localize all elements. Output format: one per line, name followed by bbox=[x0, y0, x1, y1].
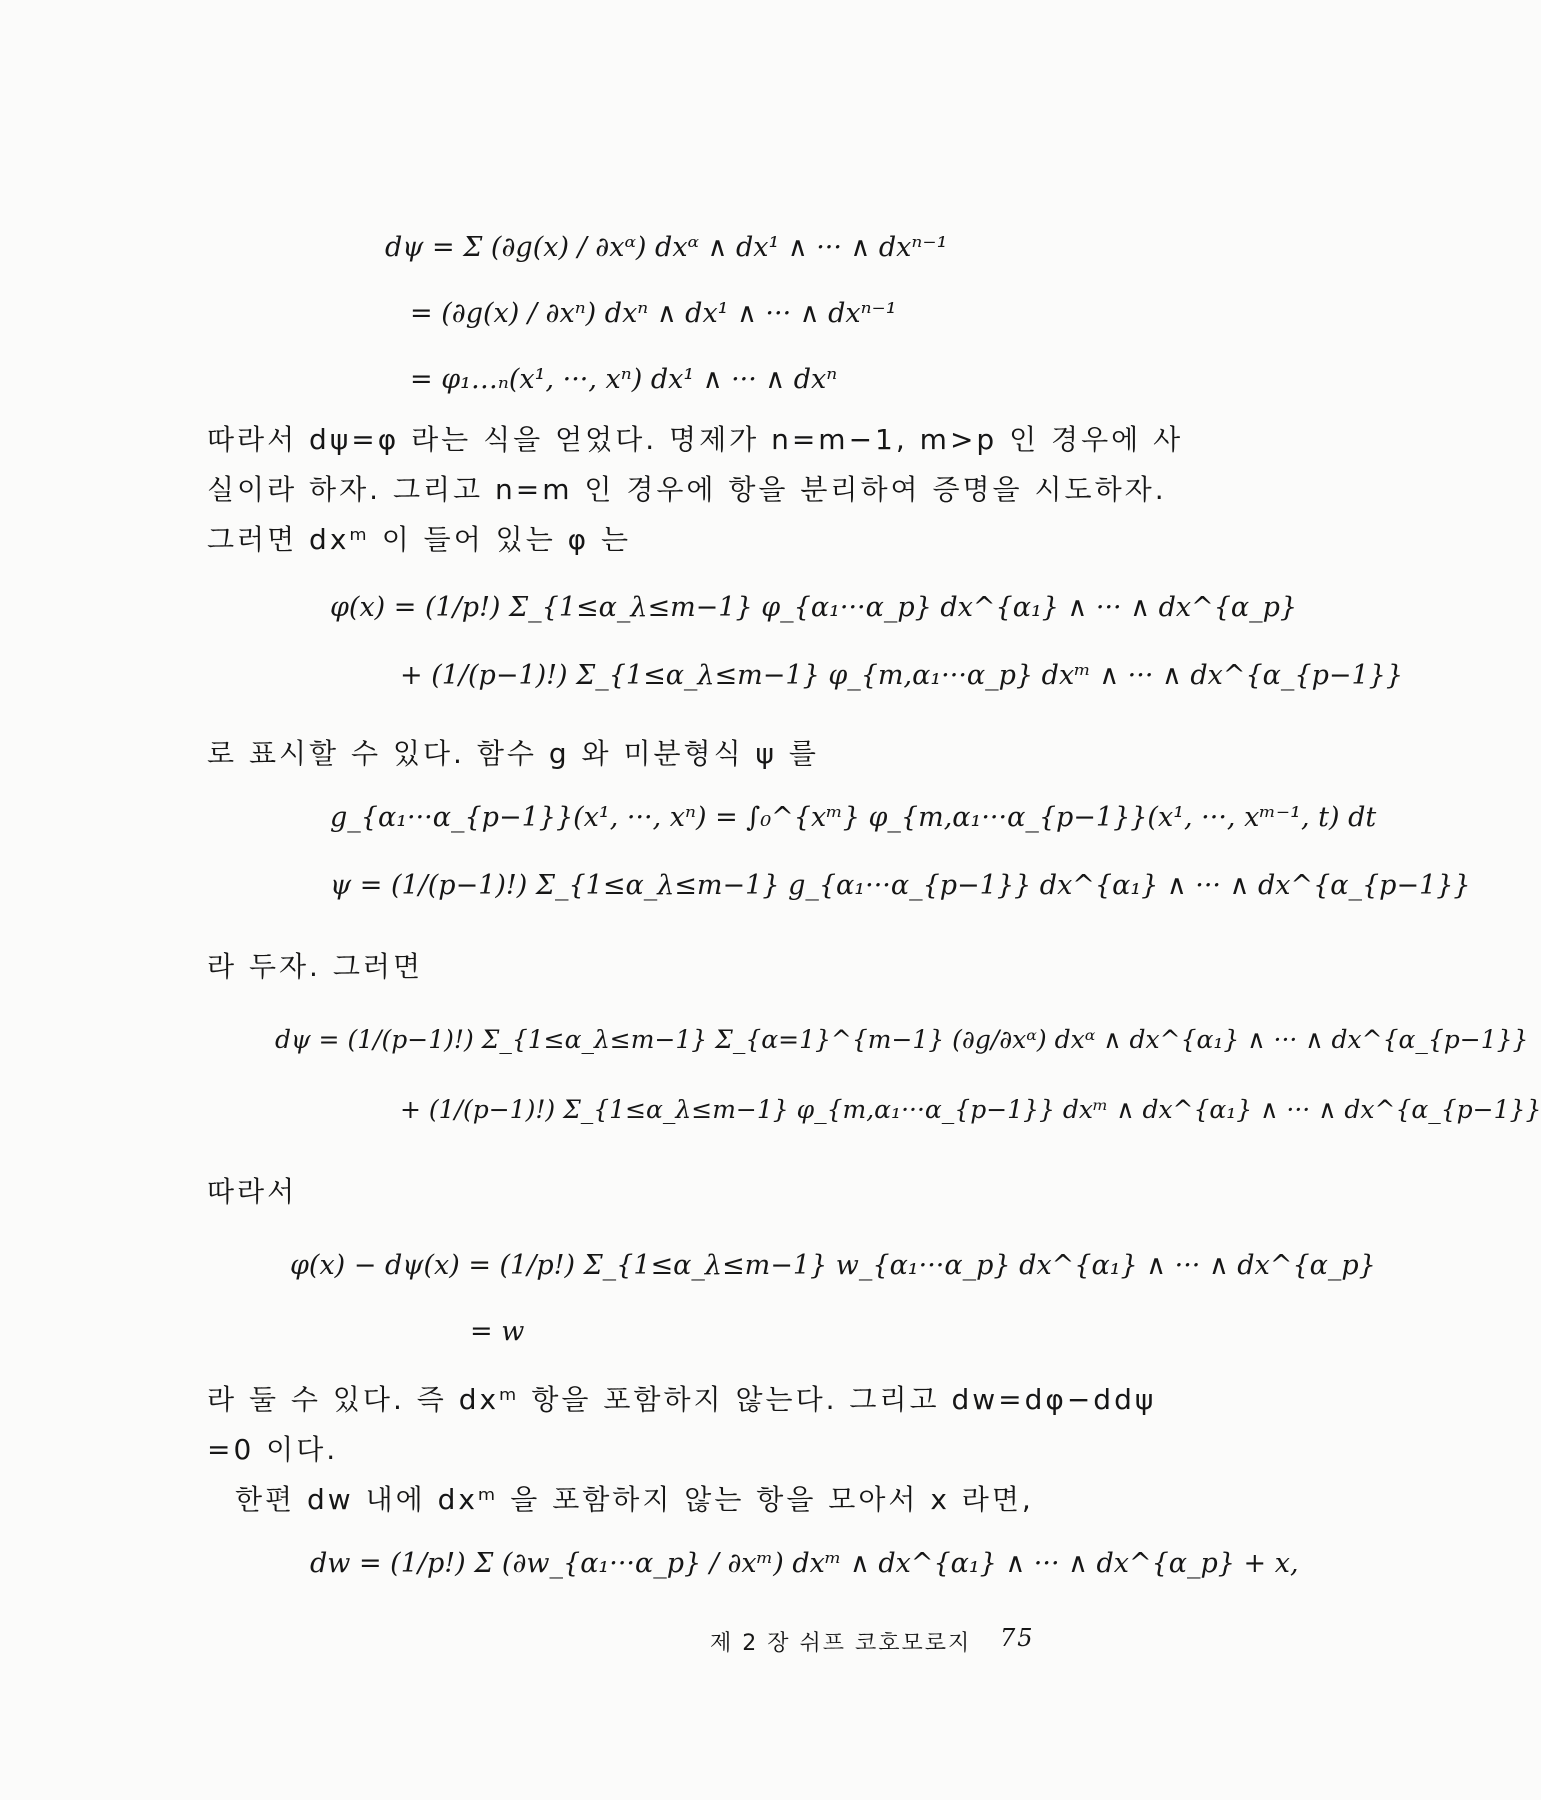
equation-difference-line-2: = w bbox=[470, 1316, 525, 1347]
paragraph-5-line-2: =0 이다. bbox=[207, 1433, 339, 1466]
equation-dpsi-line-2: = (∂g(x) / ∂xⁿ) dxⁿ ∧ dx¹ ∧ ··· ∧ dxⁿ⁻¹ bbox=[410, 298, 897, 329]
equation-dpsi2-line-2: + (1/(p−1)!) Σ_{1≤α_λ≤m−1} φ_{m,α₁···α_{p−1}} dxᵐ ∧ dx^{α₁} ∧ ··· ∧ dx^{α_{p−1}} bbox=[400, 1095, 1541, 1124]
equation-dpsi-line-3: = φ₁…ₙ(x¹, ···, xⁿ) dx¹ ∧ ··· ∧ dxⁿ bbox=[410, 364, 838, 395]
paragraph-5-line-1: 라 둘 수 있다. 즉 dxᵐ 항을 포함하지 않는다. 그리고 dw=dφ−ddψ bbox=[207, 1383, 1157, 1416]
running-footer-chapter: 제 2 장 쉬프 코호모로지 bbox=[710, 1631, 972, 1656]
equation-phi-line-1: φ(x) = (1/p!) Σ_{1≤α_λ≤m−1} φ_{α₁···α_p} dx^{α₁} ∧ ··· ∧ dx^{α_p} bbox=[330, 592, 1298, 623]
equation-dw: dw = (1/p!) Σ (∂w_{α₁···α_p} / ∂xᵐ) dxᵐ ∧ dx^{α₁} ∧ ··· ∧ dx^{α_p} + x, bbox=[310, 1548, 1299, 1579]
equation-difference-line-1: φ(x) − dψ(x) = (1/p!) Σ_{1≤α_λ≤m−1} w_{α₁···α_p} dx^{α₁} ∧ ··· ∧ dx^{α_p} bbox=[290, 1250, 1376, 1281]
paragraph-1-line-2: 실이라 하자. 그리고 n=m 인 경우에 항을 분리하여 증명을 시도하자. bbox=[207, 473, 1167, 506]
equation-phi-line-2: + (1/(p−1)!) Σ_{1≤α_λ≤m−1} φ_{m,α₁···α_p} dxᵐ ∧ ··· ∧ dx^{α_{p−1}} bbox=[400, 660, 1404, 691]
equation-dpsi2-line-1: dψ = (1/(p−1)!) Σ_{1≤α_λ≤m−1} Σ_{α=1}^{m−1} (∂g/∂xᵅ) dxᵅ ∧ dx^{α₁} ∧ ··· ∧ dx^{α_{p−1}} bbox=[275, 1025, 1529, 1054]
paragraph-1-line-3: 그러면 dxᵐ 이 들어 있는 φ 는 bbox=[207, 523, 632, 556]
paragraph-4: 따라서 bbox=[207, 1175, 298, 1208]
equation-psi-definition: ψ = (1/(p−1)!) Σ_{1≤α_λ≤m−1} g_{α₁···α_{p−1}} dx^{α₁} ∧ ··· ∧ dx^{α_{p−1}} bbox=[330, 870, 1471, 901]
paragraph-6: 한편 dw 내에 dxᵐ 을 포함하지 않는 항을 모아서 x 라면, bbox=[235, 1483, 1034, 1516]
paragraph-3: 라 두자. 그러면 bbox=[207, 950, 423, 983]
paragraph-2: 로 표시할 수 있다. 함수 g 와 미분형식 ψ 를 bbox=[207, 737, 819, 770]
equation-g-definition: g_{α₁···α_{p−1}}(x¹, ···, xⁿ) = ∫₀^{xᵐ} φ_{m,α₁···α_{p−1}}(x¹, ···, xᵐ⁻¹, t) dt bbox=[330, 802, 1377, 833]
page-number: 75 bbox=[1000, 1624, 1035, 1652]
paragraph-1-line-1: 따라서 dψ=φ 라는 식을 얻었다. 명제가 n=m−1, m>p 인 경우에 사 bbox=[207, 423, 1184, 456]
equation-dpsi-line-1: dψ = Σ (∂g(x) / ∂xᵅ) dxᵅ ∧ dx¹ ∧ ··· ∧ dxⁿ⁻¹ bbox=[385, 232, 948, 263]
